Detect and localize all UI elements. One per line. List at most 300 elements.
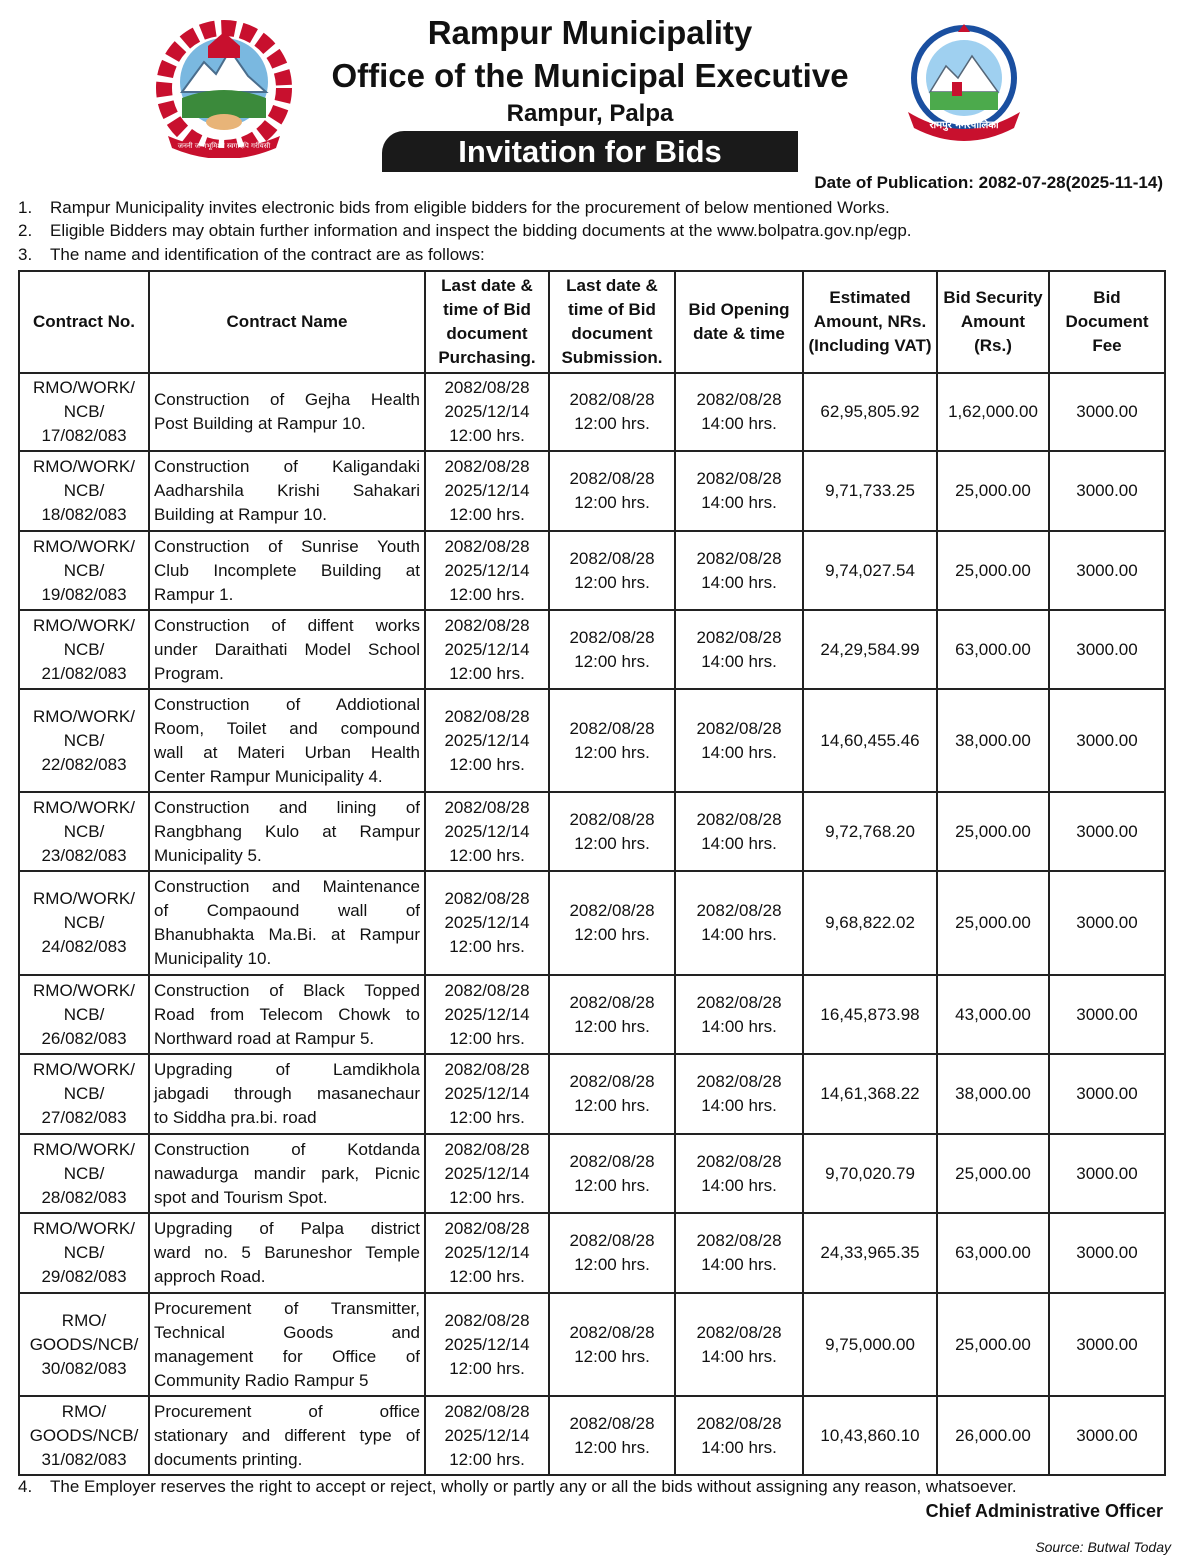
rampur-municipality-logo-icon	[900, 22, 1028, 142]
cell-line: Community Radio Rampur 5	[154, 1370, 369, 1390]
cell-line: 2025/12/14	[444, 1334, 530, 1354]
cell-bid-security: 25,000.00	[937, 1134, 1049, 1213]
cell-line: 14:00 hrs.	[701, 651, 777, 671]
cell-line: of Compaound wall of	[154, 901, 420, 920]
cell-line: 19/082/083	[41, 584, 127, 604]
cell-bid-security: 25,000.00	[937, 1293, 1049, 1396]
cell-line: Room, Toilet and compound	[154, 718, 420, 738]
cell-line: 2082/08/28	[444, 378, 530, 397]
cell-purchase-date	[425, 689, 549, 792]
cell-contract-name	[149, 1396, 425, 1475]
cell-line: 2082/08/28	[444, 797, 530, 817]
cell-line: RMO/WORK/	[33, 615, 135, 635]
cell-line: Aadharshila Krishi Sahakari	[154, 481, 420, 500]
cell-line: 14:00 hrs.	[701, 1175, 777, 1195]
cell-line: RMO/WORK/	[33, 1139, 135, 1159]
cell-bid-security: 38,000.00	[937, 689, 1049, 792]
cell-document-fee: 3000.00	[1049, 792, 1165, 871]
cell-line: 2025/12/14	[444, 481, 530, 500]
cell-document-fee: 3000.00	[1049, 1396, 1165, 1475]
cell-document-fee: 3000.00	[1049, 1293, 1165, 1396]
table-row	[19, 1396, 1165, 1475]
cell-line: Municipality 10.	[154, 949, 272, 968]
cell-line: 12:00 hrs.	[574, 742, 650, 762]
cell-contract-name	[149, 792, 425, 871]
cell-line: 2082/08/28	[696, 548, 782, 568]
cell-line: Construction of Kotdanda	[154, 1139, 420, 1159]
cell-line: 31/082/083	[41, 1449, 127, 1469]
cell-line: 2082/08/28	[696, 469, 782, 488]
cell-document-fee: 3000.00	[1049, 1134, 1165, 1213]
cell-estimated-amount: 62,95,805.92	[803, 373, 937, 451]
cell-line: NCB/	[63, 1004, 105, 1024]
cell-line: 2082/08/28	[444, 1310, 530, 1330]
cell-line: 2082/08/28	[696, 901, 782, 920]
cell-line: 2082/08/28	[444, 706, 530, 726]
cell-submission-date	[549, 792, 675, 871]
cell-bid-security: 25,000.00	[937, 792, 1049, 871]
header-contract-name: Contract Name	[149, 271, 425, 373]
cell-document-fee: 3000.00	[1049, 1213, 1165, 1293]
cell-estimated-amount: 24,29,584.99	[803, 610, 937, 689]
cell-document-fee: 3000.00	[1049, 610, 1165, 689]
cell-line: Construction and lining of	[154, 797, 420, 817]
cell-line: 14:00 hrs.	[701, 1346, 777, 1366]
cell-line: Construction of Addiotional	[154, 694, 420, 714]
cell-contract-no	[19, 1293, 149, 1396]
publication-date: Date of Publication: 2082-07-28(2025-11-14)	[814, 173, 1163, 192]
cell-line: Rampur 1.	[154, 584, 234, 604]
cell-line: RMO/WORK/	[33, 378, 135, 397]
cell-line: Club Incomplete Building at	[154, 560, 420, 580]
cell-line: Road from Telecom Chowk to	[154, 1004, 420, 1024]
cell-bid-security: 25,000.00	[937, 531, 1049, 610]
cell-estimated-amount: 9,74,027.54	[803, 531, 937, 610]
cell-line: 2082/08/28	[569, 1072, 655, 1091]
cell-line: 2025/12/14	[444, 730, 530, 750]
cell-line: 29/082/083	[41, 1267, 127, 1286]
cell-submission-date	[549, 1293, 675, 1396]
cell-line: NCB/	[63, 913, 105, 932]
cell-line: 14:00 hrs.	[701, 833, 777, 853]
cell-submission-date	[549, 373, 675, 451]
cell-contract-name	[149, 610, 425, 689]
cell-line: Center Rampur Municipality 4.	[154, 766, 383, 786]
cell-line: RMO/WORK/	[33, 889, 135, 908]
paragraph-text: Eligible Bidders may obtain further information and inspect the bidding documents at the www.bolpatra.gov.np/egp.	[50, 221, 912, 240]
cell-line: Construction of Gejha Health	[154, 390, 420, 409]
cell-line: 2082/08/28	[444, 1401, 530, 1421]
cell-line: 2082/08/28	[569, 809, 655, 829]
cell-line: 14:00 hrs.	[701, 414, 777, 433]
cell-line: stationary and different type of	[154, 1425, 420, 1445]
cell-line: Procurement of Transmitter,	[154, 1298, 420, 1318]
cell-line: wall at Materi Urban Health	[154, 742, 420, 762]
cell-line: 14:00 hrs.	[701, 1255, 777, 1274]
cell-line: 12:00 hrs.	[574, 493, 650, 512]
cell-contract-name	[149, 1134, 425, 1213]
cell-line: 2082/08/28	[444, 889, 530, 908]
cell-purchase-date	[425, 1293, 549, 1396]
cell-line: 12:00 hrs.	[449, 1449, 525, 1469]
cell-line: NCB/	[63, 639, 105, 659]
cell-line: RMO/	[61, 1310, 107, 1330]
cell-line: Construction of Sunrise Youth	[154, 536, 420, 556]
cell-line: 2025/12/14	[444, 639, 530, 659]
cell-line: NCB/	[63, 1084, 105, 1103]
cell-submission-date	[549, 451, 675, 531]
paragraph-text: Rampur Municipality invites electronic bids from eligible bidders for the procurement of below mentioned Works.	[50, 198, 890, 217]
cell-line: 14:00 hrs.	[701, 1016, 777, 1036]
cell-line: 2025/12/14	[444, 1243, 530, 1262]
cell-contract-no	[19, 610, 149, 689]
cell-line: 2082/08/28	[444, 536, 530, 556]
cell-line: 2082/08/28	[696, 1072, 782, 1091]
cell-line: RMO/WORK/	[33, 536, 135, 556]
cell-line: 14:00 hrs.	[701, 572, 777, 592]
header-purchase-date: Last date & time of Bid document Purchasing.	[425, 271, 549, 373]
cell-line: 22/082/083	[41, 754, 127, 774]
cell-line: 14:00 hrs.	[701, 1437, 777, 1457]
cell-line: Construction of Kaligandaki	[154, 457, 420, 476]
cell-line: 2082/08/28	[696, 1231, 782, 1250]
cell-line: 12:00 hrs.	[574, 833, 650, 853]
header-document-fee: Bid Document Fee	[1049, 271, 1165, 373]
cell-bid-security: 43,000.00	[937, 975, 1049, 1054]
cell-bid-security: 1,62,000.00	[937, 373, 1049, 451]
source-credit: Source: Butwal Today	[1035, 1539, 1171, 1555]
cell-purchase-date	[425, 610, 549, 689]
contracts-table	[18, 270, 1166, 1476]
cell-estimated-amount: 10,43,860.10	[803, 1396, 937, 1475]
cell-line: 14:00 hrs.	[701, 493, 777, 512]
cell-bid-security: 38,000.00	[937, 1054, 1049, 1134]
cell-purchase-date	[425, 1213, 549, 1293]
cell-line: nawadurga mandir park, Picnic	[154, 1163, 420, 1183]
cell-line: 2025/12/14	[444, 1163, 530, 1183]
table-row	[19, 373, 1165, 451]
cell-line: 2082/08/28	[696, 1413, 782, 1433]
cell-submission-date	[549, 1213, 675, 1293]
cell-contract-no	[19, 689, 149, 792]
table-row	[19, 975, 1165, 1054]
cell-line: 12:00 hrs.	[449, 845, 525, 865]
cell-line: RMO/	[61, 1401, 107, 1421]
cell-line: 2082/08/28	[696, 718, 782, 738]
cell-line: 2082/08/28	[696, 1151, 782, 1171]
cell-purchase-date	[425, 1396, 549, 1475]
cell-line: 2025/12/14	[444, 913, 530, 932]
cell-line: Upgrading of Lamdikhola	[154, 1060, 420, 1079]
paragraph-number: 2.	[18, 221, 33, 240]
cell-submission-date	[549, 1396, 675, 1475]
cell-line: 18/082/083	[41, 505, 127, 524]
cell-purchase-date	[425, 871, 549, 975]
cell-line: 2025/12/14	[444, 1084, 530, 1103]
cell-line: Rangbhang Kulo at Rampur	[154, 821, 420, 841]
cell-line: Bhanubhakta Ma.Bi. at Rampur	[154, 925, 420, 944]
cell-submission-date	[549, 1134, 675, 1213]
cell-line: 12:00 hrs.	[574, 414, 650, 433]
cell-line: RMO/WORK/	[33, 1060, 135, 1079]
cell-contract-name	[149, 1054, 425, 1134]
cell-line: 12:00 hrs.	[449, 584, 525, 604]
cell-line: 2082/08/28	[444, 1219, 530, 1238]
cell-submission-date	[549, 975, 675, 1054]
cell-line: 28/082/083	[41, 1187, 127, 1207]
cell-contract-name	[149, 871, 425, 975]
cell-line: 24/082/083	[41, 937, 127, 956]
cell-line: NCB/	[63, 1163, 105, 1183]
cell-line: spot and Tourism Spot.	[154, 1187, 328, 1207]
cell-line: 12:00 hrs.	[449, 1267, 525, 1286]
cell-line: 2025/12/14	[444, 1425, 530, 1445]
cell-document-fee: 3000.00	[1049, 871, 1165, 975]
table-row	[19, 1293, 1165, 1396]
cell-document-fee: 3000.00	[1049, 689, 1165, 792]
cell-line: 12:00 hrs.	[574, 1096, 650, 1115]
cell-estimated-amount: 14,60,455.46	[803, 689, 937, 792]
cell-line: 21/082/083	[41, 663, 127, 683]
cell-line: 2082/08/28	[569, 548, 655, 568]
cell-line: 2082/08/28	[444, 615, 530, 635]
cell-line: 12:00 hrs.	[574, 925, 650, 944]
cell-line: Construction of diffent works	[154, 615, 420, 635]
cell-opening-date	[675, 610, 803, 689]
cell-line: 12:00 hrs.	[449, 937, 525, 956]
header-bid-security: Bid Security Amount (Rs.)	[937, 271, 1049, 373]
cell-line: documents printing.	[154, 1449, 303, 1469]
cell-contract-no	[19, 1054, 149, 1134]
table-row	[19, 451, 1165, 531]
cell-line: jabgadi through masanechaur	[154, 1084, 420, 1103]
cell-bid-security: 25,000.00	[937, 871, 1049, 975]
cell-opening-date	[675, 1293, 803, 1396]
cell-opening-date	[675, 1213, 803, 1293]
cell-opening-date	[675, 531, 803, 610]
cell-estimated-amount: 24,33,965.35	[803, 1213, 937, 1293]
cell-line: Program.	[154, 663, 224, 683]
cell-line: ward no. 5 Baruneshor Temple	[154, 1243, 420, 1262]
cell-line: Construction and Maintenance	[154, 877, 420, 896]
cell-purchase-date	[425, 451, 549, 531]
cell-line: 30/082/083	[41, 1358, 127, 1378]
cell-opening-date	[675, 373, 803, 451]
paragraph-4	[18, 1477, 1017, 1497]
table-body	[19, 373, 1165, 1475]
logo-name: रामपुर नगरपालिका	[929, 120, 999, 131]
cell-line: NCB/	[63, 560, 105, 580]
cell-line: Procurement of office	[154, 1401, 420, 1421]
emblem-motto: जननी जन्मभूमिश्च स्वर्गादपि गरीयसी	[177, 142, 271, 150]
cell-line: 12:00 hrs.	[449, 663, 525, 683]
paragraph-3	[18, 245, 485, 265]
cell-line: 2082/08/28	[569, 1231, 655, 1250]
cell-contract-name	[149, 373, 425, 451]
paragraph-1	[18, 198, 890, 218]
cell-line: RMO/WORK/	[33, 980, 135, 1000]
cell-line: 17/082/083	[41, 426, 127, 445]
cell-line: 2082/08/28	[696, 390, 782, 409]
cell-line: RMO/WORK/	[33, 1219, 135, 1238]
office-name: Office of the Municipal Executive	[331, 57, 849, 94]
cell-opening-date	[675, 1054, 803, 1134]
header-opening-date: Bid Opening date & time	[675, 271, 803, 373]
cell-line: Construction of Black Topped	[154, 980, 420, 1000]
cell-submission-date	[549, 531, 675, 610]
cell-bid-security: 63,000.00	[937, 610, 1049, 689]
cell-line: approch Road.	[154, 1267, 266, 1286]
cell-line: Technical Goods and	[154, 1322, 420, 1342]
cell-line: 2082/08/28	[696, 1322, 782, 1342]
cell-estimated-amount: 9,71,733.25	[803, 451, 937, 531]
cell-line: 12:00 hrs.	[449, 1358, 525, 1378]
cell-document-fee: 3000.00	[1049, 1054, 1165, 1134]
cell-line: 2082/08/28	[696, 992, 782, 1012]
cell-line: 14:00 hrs.	[701, 1096, 777, 1115]
cell-contract-no	[19, 531, 149, 610]
cell-line: 14:00 hrs.	[701, 742, 777, 762]
cell-contract-no	[19, 1213, 149, 1293]
cell-line: Upgrading of Palpa district	[154, 1219, 420, 1238]
cell-document-fee: 3000.00	[1049, 975, 1165, 1054]
cell-line: NCB/	[63, 821, 105, 841]
cell-opening-date	[675, 1396, 803, 1475]
cell-purchase-date	[425, 531, 549, 610]
cell-bid-security: 25,000.00	[937, 451, 1049, 531]
cell-submission-date	[549, 689, 675, 792]
nepal-coat-of-arms-icon	[148, 18, 300, 158]
cell-opening-date	[675, 871, 803, 975]
cell-estimated-amount: 14,61,368.22	[803, 1054, 937, 1134]
cell-contract-name	[149, 451, 425, 531]
cell-line: 2082/08/28	[444, 980, 530, 1000]
table-row	[19, 871, 1165, 975]
municipality-name: Rampur Municipality	[427, 14, 753, 51]
cell-line: Building at Rampur 10.	[154, 505, 327, 524]
cell-line: NCB/	[63, 402, 105, 421]
cell-purchase-date	[425, 792, 549, 871]
cell-line: 27/082/083	[41, 1108, 127, 1127]
cell-line: 2082/08/28	[696, 809, 782, 829]
cell-line: 2025/12/14	[444, 821, 530, 841]
cell-line: 23/082/083	[41, 845, 127, 865]
table-row	[19, 689, 1165, 792]
cell-line: 2025/12/14	[444, 560, 530, 580]
cell-line: 2025/12/14	[444, 402, 530, 421]
cell-line: 12:00 hrs.	[574, 1346, 650, 1366]
cell-line: 2082/08/28	[569, 1322, 655, 1342]
cell-line: RMO/WORK/	[33, 797, 135, 817]
cell-bid-security: 26,000.00	[937, 1396, 1049, 1475]
table-row	[19, 531, 1165, 610]
cell-contract-name	[149, 975, 425, 1054]
cell-line: 12:00 hrs.	[574, 1437, 650, 1457]
cell-line: 2082/08/28	[569, 901, 655, 920]
cell-line: 2082/08/28	[444, 457, 530, 476]
signatory-title: Chief Administrative Officer	[925, 1501, 1163, 1521]
cell-document-fee: 3000.00	[1049, 373, 1165, 451]
cell-line: 2082/08/28	[444, 1139, 530, 1159]
cell-line: 2082/08/28	[569, 718, 655, 738]
cell-contract-no	[19, 975, 149, 1054]
header-submission-date: Last date & time of Bid document Submission.	[549, 271, 675, 373]
cell-contract-no	[19, 1396, 149, 1475]
cell-document-fee: 3000.00	[1049, 451, 1165, 531]
cell-line: Northward road at Rampur 5.	[154, 1028, 375, 1048]
page-title: Invitation for Bids	[382, 131, 798, 172]
cell-line: 12:00 hrs.	[574, 651, 650, 671]
cell-contract-no	[19, 792, 149, 871]
cell-line: 12:00 hrs.	[574, 1255, 650, 1274]
cell-opening-date	[675, 689, 803, 792]
cell-line: 12:00 hrs.	[449, 1108, 525, 1127]
cell-opening-date	[675, 792, 803, 871]
header-estimated-amount: Estimated Amount, NRs. (Including VAT)	[803, 271, 937, 373]
cell-document-fee: 3000.00	[1049, 531, 1165, 610]
cell-contract-no	[19, 1134, 149, 1213]
paragraph-number: 3.	[18, 245, 33, 264]
cell-line: to Siddha pra.bi. road	[154, 1108, 317, 1127]
cell-contract-name	[149, 689, 425, 792]
table-row	[19, 1134, 1165, 1213]
cell-estimated-amount: 9,75,000.00	[803, 1293, 937, 1396]
cell-line: 12:00 hrs.	[449, 754, 525, 774]
cell-line: under Daraithati Model School	[154, 639, 420, 659]
cell-line: 12:00 hrs.	[449, 1187, 525, 1207]
cell-contract-no	[19, 451, 149, 531]
cell-line: 2082/08/28	[569, 627, 655, 647]
paragraph-number: 1.	[18, 198, 33, 217]
cell-opening-date	[675, 975, 803, 1054]
cell-line: Municipality 5.	[154, 845, 262, 865]
cell-estimated-amount: 9,68,822.02	[803, 871, 937, 975]
cell-purchase-date	[425, 1134, 549, 1213]
cell-line: NCB/	[63, 730, 105, 750]
cell-contract-no	[19, 373, 149, 451]
cell-line: 2025/12/14	[444, 1004, 530, 1024]
cell-line: RMO/WORK/	[33, 706, 135, 726]
cell-line: GOODS/NCB/	[29, 1425, 139, 1445]
cell-line: 2082/08/28	[444, 1060, 530, 1079]
cell-opening-date	[675, 451, 803, 531]
table-row	[19, 1054, 1165, 1134]
cell-submission-date	[549, 871, 675, 975]
cell-purchase-date	[425, 975, 549, 1054]
cell-line: 12:00 hrs.	[449, 505, 525, 524]
cell-contract-no	[19, 871, 149, 975]
cell-line: 12:00 hrs.	[574, 1016, 650, 1036]
cell-estimated-amount: 9,72,768.20	[803, 792, 937, 871]
cell-opening-date	[675, 1134, 803, 1213]
cell-purchase-date	[425, 373, 549, 451]
cell-line: management for Office of	[154, 1346, 420, 1366]
table-row	[19, 1213, 1165, 1293]
cell-line: Post Building at Rampur 10.	[154, 414, 366, 433]
cell-contract-name	[149, 1293, 425, 1396]
table-row	[19, 792, 1165, 871]
paragraph-2	[18, 221, 912, 241]
table-row	[19, 610, 1165, 689]
header-contract-no: Contract No.	[19, 271, 149, 373]
cell-line: 2082/08/28	[569, 1151, 655, 1171]
cell-line: NCB/	[63, 1243, 105, 1262]
cell-contract-name	[149, 1213, 425, 1293]
cell-line: NCB/	[63, 481, 105, 500]
cell-line: 2082/08/28	[569, 1413, 655, 1433]
cell-line: 12:00 hrs.	[449, 1028, 525, 1048]
cell-line: 14:00 hrs.	[701, 925, 777, 944]
